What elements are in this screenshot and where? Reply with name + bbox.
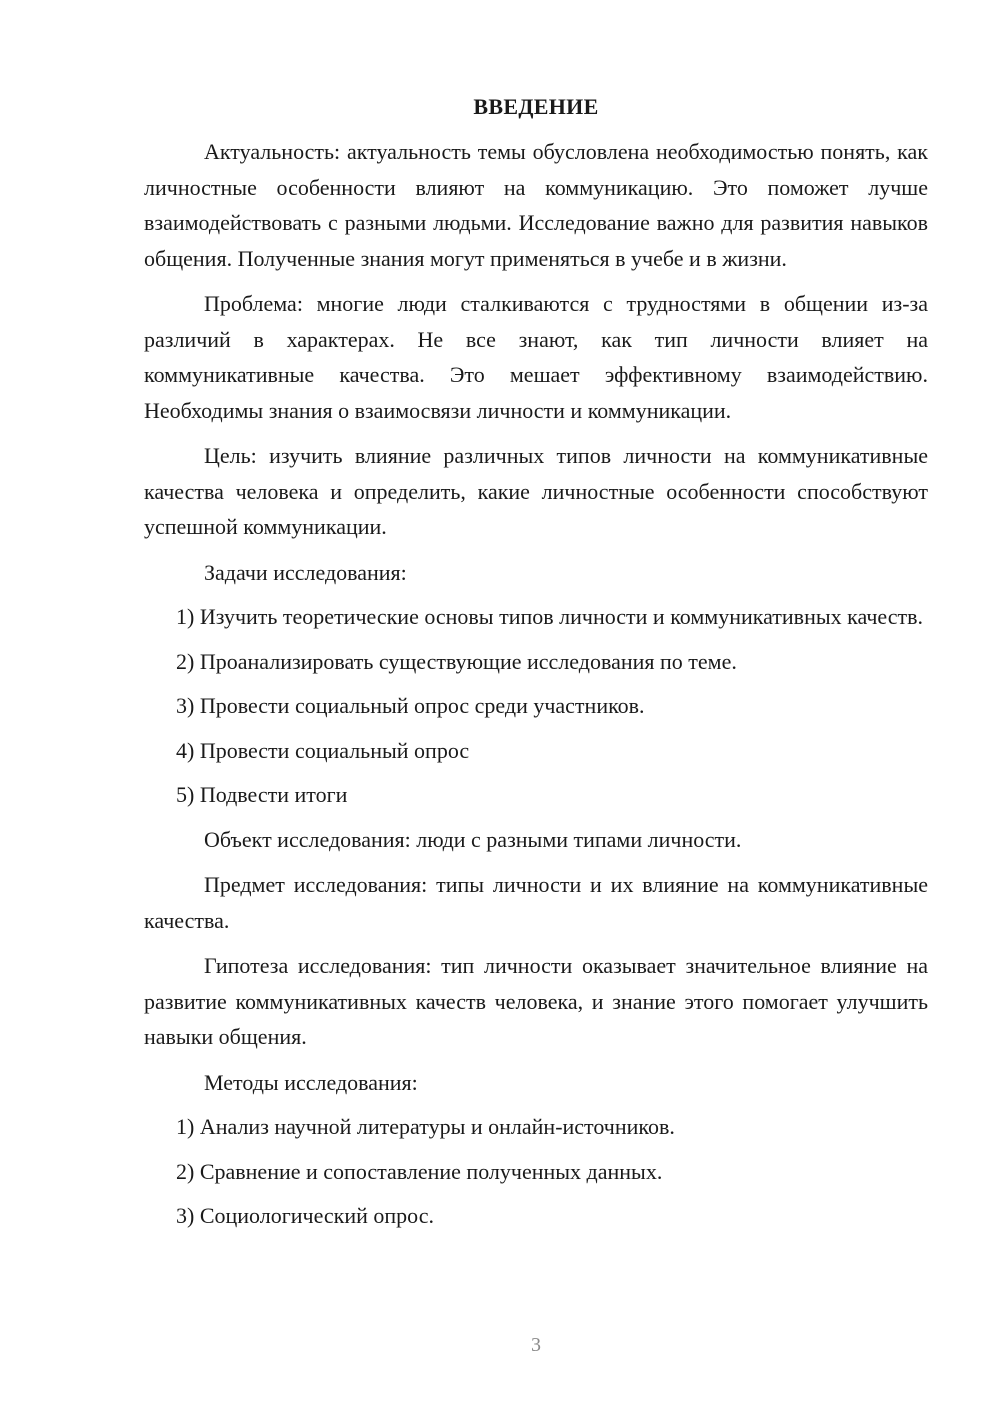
subject-paragraph: Предмет исследования: типы личности и их влияние на коммуникативные качества. — [144, 872, 928, 933]
task-item: 5) Подвести итоги — [176, 782, 348, 807]
method-item: 2) Сравнение и сопоставление полученных данных. — [176, 1158, 663, 1184]
task-item: 2) Проанализировать существующие исследования по теме. — [176, 648, 737, 674]
method-item: 1) Анализ научной литературы и онлайн-источников. — [176, 1114, 675, 1139]
hypothesis-paragraph: Гипотеза исследования: тип личности оказывает значительное влияние на развитие коммуникативных качеств человека, и знание этого помогает улучшить навыки общения. — [144, 953, 928, 1049]
problem-paragraph: Проблема: многие люди сталкиваются с трудностями в общении из-за различий в характерах. Не все знают, как тип личности влияет на коммуникативные качества. Это мешает эффективному взаимодействию. Необходимы знания о взаимосвязи личности и коммуникации. — [144, 291, 928, 423]
goal-paragraph: Цель: изучить влияние различных типов личности на коммуникативные качества человека и определить, какие личностные особенности способствуют успешной коммуникации. — [144, 443, 928, 539]
relevance-paragraph: Актуальность: актуальность темы обусловлена необходимостью понять, как личностные особенности влияют на коммуникацию. Это поможет лучше взаимодействовать с разными людьми. Исследование важно для развития навыков общения. Полученные знания могут применяться в учебе и в жизни. — [144, 139, 928, 271]
task-item: 4) Провести социальный опрос — [176, 737, 470, 763]
methods-heading: Методы исследования: — [204, 1069, 418, 1095]
tasks-heading: Задачи исследования: — [204, 559, 407, 585]
page-number: 3 — [531, 1334, 541, 1356]
document-page — [144, 94, 928, 1243]
methods-list — [144, 1109, 928, 1234]
page-title: ВВЕДЕНИЕ — [473, 94, 599, 119]
tasks-list — [144, 599, 928, 813]
task-item: 1) Изучить теоретические основы типов личности и коммуникативных качеств. — [176, 604, 924, 629]
method-item: 3) Социологический опрос. — [176, 1203, 434, 1228]
task-item: 3) Провести социальный опрос среди участников. — [176, 693, 645, 718]
object-paragraph: Объект исследования: люди с разными типами личности. — [204, 826, 742, 852]
